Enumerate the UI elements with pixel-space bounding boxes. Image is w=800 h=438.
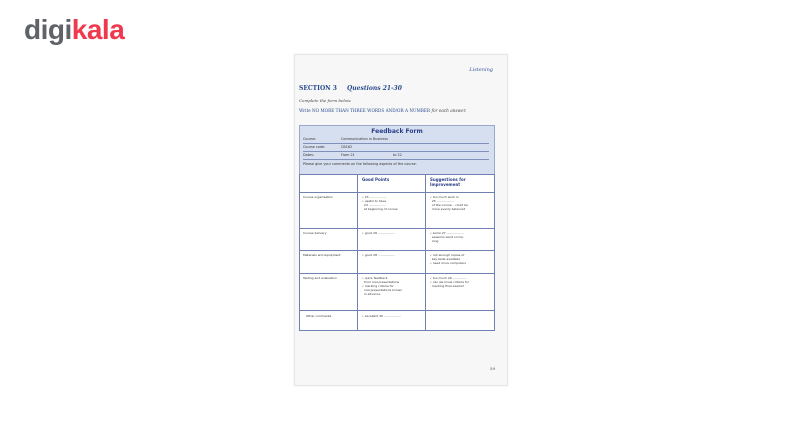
row-aspect: Other comments	[306, 314, 332, 318]
dates-from: From 21	[341, 153, 355, 157]
row-aspect: Course organisation	[303, 195, 334, 199]
logo-part-kala: kala	[71, 14, 125, 45]
page-header: Listening	[469, 67, 493, 73]
dates-label: Dates:	[303, 153, 315, 157]
row-suggest: • not enough copies of key texts available • need more computers	[430, 253, 466, 266]
row-aspect: Testing and evaluation	[303, 276, 337, 280]
form-title: Feedback Form	[371, 128, 423, 135]
course-value: Communication in Business	[341, 137, 388, 141]
form-prompt	[303, 162, 489, 169]
row-good: • good 26 ..................	[362, 231, 396, 235]
row-good: • good 28 ..................	[362, 253, 396, 257]
row-aspect: Course delivery	[303, 231, 327, 235]
feedback-form-box	[299, 125, 495, 175]
course-label: Course:	[303, 137, 316, 141]
logo-part-digi: digi	[24, 14, 72, 45]
code-label: Course code:	[303, 145, 326, 149]
instruction-words-tail: for each answer.	[431, 108, 467, 113]
prompt-text: Please give your comments on the following aspects of the course.	[303, 162, 417, 166]
page-number: 39	[489, 366, 495, 371]
row-good: • excellent 30 ..................	[362, 314, 402, 318]
row-suggest: • too much work in 25 .................. of the course – could be more evenly balanced	[430, 195, 468, 212]
instruction-words-main: Write NO MORE THAN THREE WORDS AND/OR A NUMBER	[299, 108, 431, 113]
form-row-course	[303, 137, 489, 144]
form-row-dates	[303, 153, 489, 160]
row-suggest: • too much 29 .............. • can we know criteria for marking final exams?	[430, 276, 469, 289]
row-good: • 23 .................. • useful to have 24 .................. at beginning of course	[362, 195, 398, 212]
col-good-points: Good Points	[362, 177, 390, 182]
digikala-logo[interactable]	[24, 14, 124, 46]
section-heading	[299, 85, 402, 92]
form-row-code	[303, 145, 489, 152]
row-suggest: • some 27 .................. sessions went on too long	[430, 231, 464, 244]
book-page-image	[294, 54, 508, 386]
row-good: • quick feedback from oral presentations • marking criteria for oral presentations known in advance	[362, 276, 402, 297]
instruction-words	[299, 108, 466, 113]
feedback-table	[299, 174, 495, 331]
row-aspect: Materials and equipment	[303, 253, 341, 257]
instruction-complete: Complete the form below.	[299, 98, 352, 103]
questions-label: Questions 21-30	[347, 85, 402, 92]
col-suggestions: Suggestions for Improvement	[430, 177, 466, 187]
section-label: SECTION 3	[299, 85, 337, 92]
code-value: CB162	[341, 145, 353, 149]
dates-to: to 22	[393, 153, 402, 157]
